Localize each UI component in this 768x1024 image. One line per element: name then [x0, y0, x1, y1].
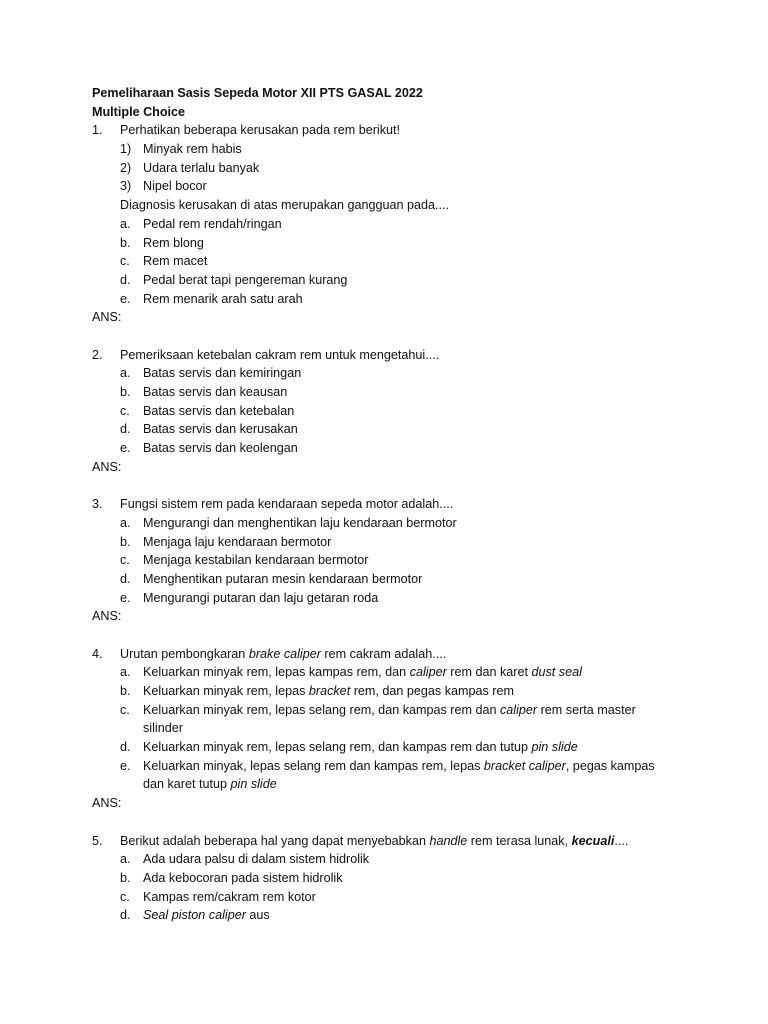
- answer-option: [92, 869, 692, 888]
- answer-option: [92, 663, 692, 682]
- option-text: Ada kebocoran pada sistem hidrolik: [143, 870, 343, 885]
- option-text: Pedal rem rendah/ringan: [143, 216, 282, 231]
- option-letter: b.: [120, 235, 131, 250]
- option-letter: d.: [120, 908, 131, 923]
- list-text: Minyak rem habis: [143, 142, 242, 157]
- answer-option: [92, 888, 692, 907]
- answer-option: [92, 589, 692, 608]
- answer-option: [92, 420, 692, 439]
- question-stem: [92, 121, 692, 140]
- answer-option: [92, 234, 692, 253]
- question-text: Berikut adalah beberapa hal yang dapat menyebabkan handle rem terasa lunak, kecuali....: [120, 833, 629, 848]
- list-item: [92, 140, 692, 159]
- option-text: Menjaga laju kendaraan bermotor: [143, 534, 332, 549]
- answer-option: [92, 383, 692, 402]
- option-text: Menghentikan putaran mesin kendaraan bermotor: [143, 571, 423, 586]
- list-marker: 2): [120, 160, 132, 175]
- list-text: Udara terlalu banyak: [143, 160, 260, 175]
- option-letter: a.: [120, 366, 131, 381]
- option-text-continuation: dan karet tutup pin slide: [143, 777, 277, 792]
- option-letter: e.: [120, 590, 131, 605]
- option-text: Seal piston caliper aus: [143, 908, 270, 923]
- option-text: Rem blong: [143, 235, 204, 250]
- question-number: 2.: [92, 347, 103, 362]
- list-marker: 3): [120, 179, 132, 194]
- answer-option: [92, 551, 692, 570]
- option-text: Mengurangi dan menghentikan laju kendaraan bermotor: [143, 515, 457, 530]
- document-page: [92, 84, 692, 925]
- option-letter: c.: [120, 702, 130, 717]
- question-4: [92, 645, 692, 813]
- answer-option: [92, 570, 692, 589]
- answer-option: [92, 252, 692, 271]
- option-letter: a.: [120, 216, 131, 231]
- option-letter: a.: [120, 665, 131, 680]
- question-text: Fungsi sistem rem pada kendaraan sepeda motor adalah....: [120, 497, 454, 512]
- option-letter: c.: [120, 553, 130, 568]
- question-stem: [92, 645, 692, 664]
- option-text: Pedal berat tapi pengereman kurang: [143, 272, 348, 287]
- option-text: Batas servis dan ketebalan: [143, 403, 295, 418]
- option-letter: c.: [120, 889, 130, 904]
- option-letter: d.: [120, 740, 131, 755]
- answer-option: [92, 533, 692, 552]
- answer-label: ANS:: [92, 609, 122, 624]
- question-number: 3.: [92, 497, 103, 512]
- answer-option: [92, 271, 692, 290]
- option-letter: a.: [120, 515, 131, 530]
- question-3: [92, 495, 692, 626]
- question-stem: [92, 495, 692, 514]
- question-stem: [92, 832, 692, 851]
- list-item: [92, 177, 692, 196]
- answer-option: [92, 290, 692, 309]
- question-number: 4.: [92, 646, 103, 661]
- option-letter: e.: [120, 758, 131, 773]
- question-1: [92, 121, 692, 327]
- list-text: Nipel bocor: [143, 179, 207, 194]
- answer-option: [92, 701, 692, 720]
- option-letter: d.: [120, 422, 131, 437]
- option-letter: d.: [120, 272, 131, 287]
- question-number: 1.: [92, 123, 103, 138]
- question-text: Diagnosis kerusakan di atas merupakan gangguan pada....: [120, 198, 450, 213]
- section-heading: Multiple Choice: [92, 104, 186, 119]
- list-marker: 1): [120, 142, 132, 157]
- option-letter: b.: [120, 870, 131, 885]
- option-letter: d.: [120, 571, 131, 586]
- answer-label: ANS:: [92, 459, 122, 474]
- option-text: Batas servis dan keausan: [143, 385, 288, 399]
- option-letter: b.: [120, 385, 131, 399]
- answer-option: [92, 850, 692, 869]
- question-2: [92, 346, 692, 477]
- option-text: Keluarkan minyak rem, lepas kampas rem, dan caliper rem dan karet dust seal: [143, 665, 582, 680]
- option-text: Ada udara palsu di dalam sistem hidrolik: [143, 852, 370, 867]
- option-text: Keluarkan minyak rem, lepas selang rem, dan kampas rem dan caliper rem serta master: [143, 702, 636, 717]
- option-letter: e.: [120, 441, 131, 456]
- answer-option: [92, 439, 692, 458]
- answer-option: [92, 682, 692, 701]
- answer-label: ANS:: [92, 310, 122, 325]
- answer-label: ANS:: [92, 796, 122, 811]
- option-text: Rem macet: [143, 254, 208, 269]
- option-letter: c.: [120, 403, 130, 418]
- option-text: Kampas rem/cakram rem kotor: [143, 889, 316, 904]
- doc-title: Pemeliharaan Sasis Sepeda Motor XII PTS GASAL 2022: [92, 86, 423, 100]
- answer-option: [92, 906, 692, 925]
- option-text: Keluarkan minyak, lepas selang rem dan kampas rem, lepas bracket caliper, pegas kampas: [143, 758, 655, 773]
- option-text: Rem menarik arah satu arah: [143, 291, 303, 306]
- answer-option: [92, 364, 692, 383]
- answer-option: [92, 738, 692, 757]
- answer-option: [92, 514, 692, 533]
- option-letter: b.: [120, 534, 131, 549]
- question-text: Pemeriksaan ketebalan cakram rem untuk mengetahui....: [120, 347, 440, 362]
- option-text: Batas servis dan kerusakan: [143, 422, 298, 437]
- question-stem-continuation: [92, 196, 692, 215]
- question-text: Perhatikan beberapa kerusakan pada rem berikut!: [120, 123, 401, 138]
- answer-option: [92, 215, 692, 234]
- option-text: Keluarkan minyak rem, lepas bracket rem, dan pegas kampas rem: [143, 684, 514, 698]
- option-letter: c.: [120, 254, 130, 269]
- option-text: Batas servis dan keolengan: [143, 441, 298, 456]
- option-text: Batas servis dan kemiringan: [143, 366, 302, 381]
- option-text-continuation: silinder: [143, 721, 183, 736]
- question-text: Urutan pembongkaran brake caliper rem cakram adalah....: [120, 646, 447, 661]
- question-number: 5.: [92, 833, 103, 848]
- option-letter: b.: [120, 684, 131, 698]
- question-5: [92, 832, 692, 925]
- option-text: Menjaga kestabilan kendaraan bermotor: [143, 553, 369, 568]
- option-text: Mengurangi putaran dan laju getaran roda: [143, 590, 379, 605]
- option-letter: e.: [120, 291, 131, 306]
- list-item: [92, 159, 692, 178]
- option-letter: a.: [120, 852, 131, 867]
- question-stem: [92, 346, 692, 365]
- answer-option: [92, 757, 692, 776]
- option-text: Keluarkan minyak rem, lepas selang rem, dan kampas rem dan tutup pin slide: [143, 740, 578, 755]
- answer-option: [92, 402, 692, 421]
